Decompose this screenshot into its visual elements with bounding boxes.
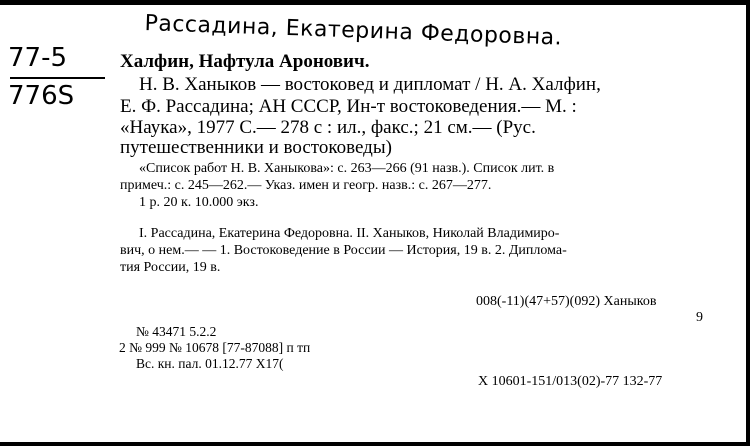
title-line: путешественники и востоковеды) <box>120 137 392 158</box>
title-line: Н. В. Ханыков — востоковед и дипломат / Н. А. Халфин, <box>139 74 601 95</box>
price-line: 1 р. 20 к. 10.000 экз. <box>139 195 259 210</box>
order-line: № 43471 5.2.2 <box>136 324 217 339</box>
title-line: «Наука», 1977 С.— 278 с : ил., факс.; 21 см.— (Рус. <box>120 117 536 138</box>
subjects-line: тия России, 19 в. <box>120 260 221 275</box>
shelf-divider <box>10 77 105 79</box>
handwritten-shelf-top: 77-5 <box>8 43 68 73</box>
subjects-line: вич, о нем.— — 1. Востоковедение в России — История, 19 в. 2. Диплома- <box>120 243 567 258</box>
order-line: 2 № 999 № 10678 [77-87088] п тп <box>119 340 311 355</box>
notes-line: примеч.: с. 245—262.— Указ. имен и геогр. назв.: с. 267—277. <box>120 178 492 193</box>
author-heading: Халфин, Нафтула Аронович. <box>120 51 370 72</box>
subjects-line: I. Рассадина, Екатерина Федоровна. II. Ханыков, Николай Владимиро- <box>139 226 560 241</box>
order-line: Вс. кн. пал. 01.12.77 Х17( <box>136 356 284 371</box>
catalog-code: Х 10601-151/013(02)-77 132-77 <box>478 374 663 389</box>
title-line: Е. Ф. Рассадина; АН СССР, Ин-т востоковедения.— М. : <box>120 96 577 117</box>
handwritten-shelf-bottom: 776S <box>8 81 75 111</box>
classification: 008(-11)(47+57)(092) Ханыков <box>476 294 657 309</box>
notes-line: «Список работ Н. В. Ханыкова»: с. 263—266 (91 назв.). Список лит. в <box>139 161 555 176</box>
classification-number: 9 <box>696 310 703 325</box>
handwritten-name: Рассадина, Екатерина Федоровна. <box>144 11 563 51</box>
